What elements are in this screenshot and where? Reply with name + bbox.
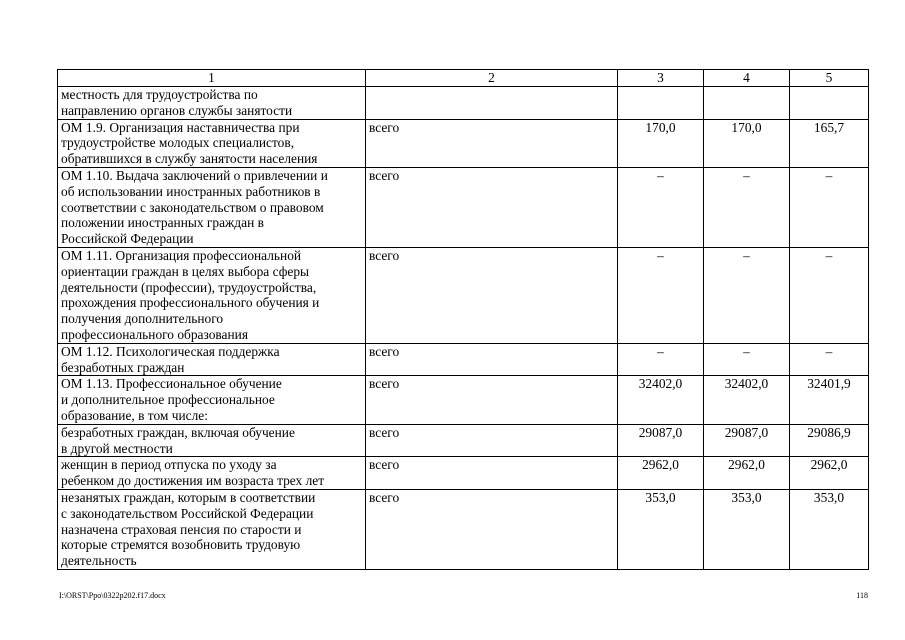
value-cell-v5: 32401,9 [790, 376, 869, 424]
value-cell-v5: – [790, 167, 869, 247]
description-line: с законодательством Российской Федерации [61, 505, 314, 521]
table-header-row [58, 70, 869, 87]
funding-type: всего [366, 167, 618, 247]
description-line: назначена страховая пенсия по старости и [61, 521, 302, 537]
funding-type: всего [366, 119, 618, 167]
value-cell-v5: 29086,9 [790, 424, 869, 457]
description-line: обратившихся в службу занятости населения [61, 151, 318, 167]
description-line: соответствии с законодательством о правовом [61, 199, 324, 215]
funding-type: всего [366, 343, 618, 376]
description-line: ОМ 1.13. Профессиональное обучение [61, 376, 282, 392]
value-cell-v4: – [704, 247, 790, 343]
value-cell-v5: 165,7 [790, 119, 869, 167]
value-cell-v4 [704, 87, 790, 120]
table-row [58, 489, 869, 569]
value-cell-v3: 2962,0 [618, 457, 704, 490]
description-line: которые стремятся возобновить трудовую [61, 537, 301, 553]
value-cell-v4: 353,0 [704, 489, 790, 569]
description-line: незанятых граждан, которым в соответствии [61, 489, 316, 505]
value-cell-v4: 2962,0 [704, 457, 790, 490]
row-description [58, 489, 366, 569]
description-line: ориентации граждан в целях выбора сферы [61, 263, 310, 279]
description-line: профессионального образования [61, 326, 248, 342]
value-cell-v3: 32402,0 [618, 376, 704, 424]
funding-type: всего [366, 376, 618, 424]
table-body [58, 87, 869, 570]
table-row [58, 167, 869, 247]
description-line: ОМ 1.12. Психологическая поддержка [61, 343, 280, 359]
description-line: Российской Федерации [61, 231, 194, 247]
description-line: безработных граждан, включая обучение [61, 424, 295, 440]
funding-type: всего [366, 489, 618, 569]
value-cell-v3: 353,0 [618, 489, 704, 569]
row-description [58, 457, 366, 490]
column-header: 2 [366, 70, 618, 87]
funding-type [366, 87, 618, 120]
row-description [58, 343, 366, 376]
row-description [58, 167, 366, 247]
table-row [58, 87, 869, 120]
description-line: деятельности (профессии), трудоустройства, [61, 279, 317, 295]
value-cell-v4: – [704, 167, 790, 247]
column-header: 4 [704, 70, 790, 87]
description-line: трудоустройстве молодых специалистов, [61, 135, 295, 151]
budget-table [57, 69, 869, 570]
description-line: ОМ 1.9. Организация наставничества при [61, 119, 300, 135]
description-line: ребенком до достижения им возраста трех лет [61, 473, 325, 489]
page-number: 118 [856, 591, 868, 600]
value-cell-v5: – [790, 247, 869, 343]
value-cell-v3: 170,0 [618, 119, 704, 167]
description-line: получения дополнительного [61, 311, 224, 327]
table-row [58, 457, 869, 490]
description-line: направлению органов службы занятости [61, 102, 293, 118]
row-description [58, 87, 366, 120]
table-row [58, 424, 869, 457]
description-line: женщин в период отпуска по уходу за [61, 457, 277, 473]
value-cell-v4: 29087,0 [704, 424, 790, 457]
row-description [58, 424, 366, 457]
file-path: I:\ORST\Ppo\0322p202.f17.docx [59, 591, 166, 600]
description-line: прохождения профессионального обучения и [61, 295, 320, 311]
description-line: положении иностранных граждан в [61, 215, 264, 231]
funding-type: всего [366, 247, 618, 343]
description-line: ОМ 1.10. Выдача заключений о привлечении и [61, 167, 328, 183]
column-header: 1 [58, 70, 366, 87]
description-line: безработных граждан [61, 359, 185, 375]
value-cell-v5: 2962,0 [790, 457, 869, 490]
column-header: 5 [790, 70, 869, 87]
column-header: 3 [618, 70, 704, 87]
value-cell-v4: – [704, 343, 790, 376]
funding-type: всего [366, 457, 618, 490]
description-line: об использовании иностранных работников в [61, 183, 321, 199]
description-line: и дополнительное профессиональное [61, 392, 275, 408]
value-cell-v4: 170,0 [704, 119, 790, 167]
table-row [58, 343, 869, 376]
description-line: в другой местности [61, 440, 173, 456]
value-cell-v4: 32402,0 [704, 376, 790, 424]
value-cell-v5: 353,0 [790, 489, 869, 569]
table-row [58, 247, 869, 343]
value-cell-v3 [618, 87, 704, 120]
value-cell-v3: – [618, 247, 704, 343]
description-line: образование, в том числе: [61, 407, 208, 423]
value-cell-v3: 29087,0 [618, 424, 704, 457]
row-description [58, 247, 366, 343]
table-row [58, 119, 869, 167]
row-description [58, 119, 366, 167]
row-description [58, 376, 366, 424]
value-cell-v5 [790, 87, 869, 120]
description-line: деятельность [61, 553, 137, 569]
description-line: ОМ 1.11. Организация профессиональной [61, 247, 302, 263]
value-cell-v3: – [618, 167, 704, 247]
value-cell-v3: – [618, 343, 704, 376]
value-cell-v5: – [790, 343, 869, 376]
description-line: местность для трудоустройства по [61, 87, 258, 102]
funding-type: всего [366, 424, 618, 457]
table-row [58, 376, 869, 424]
